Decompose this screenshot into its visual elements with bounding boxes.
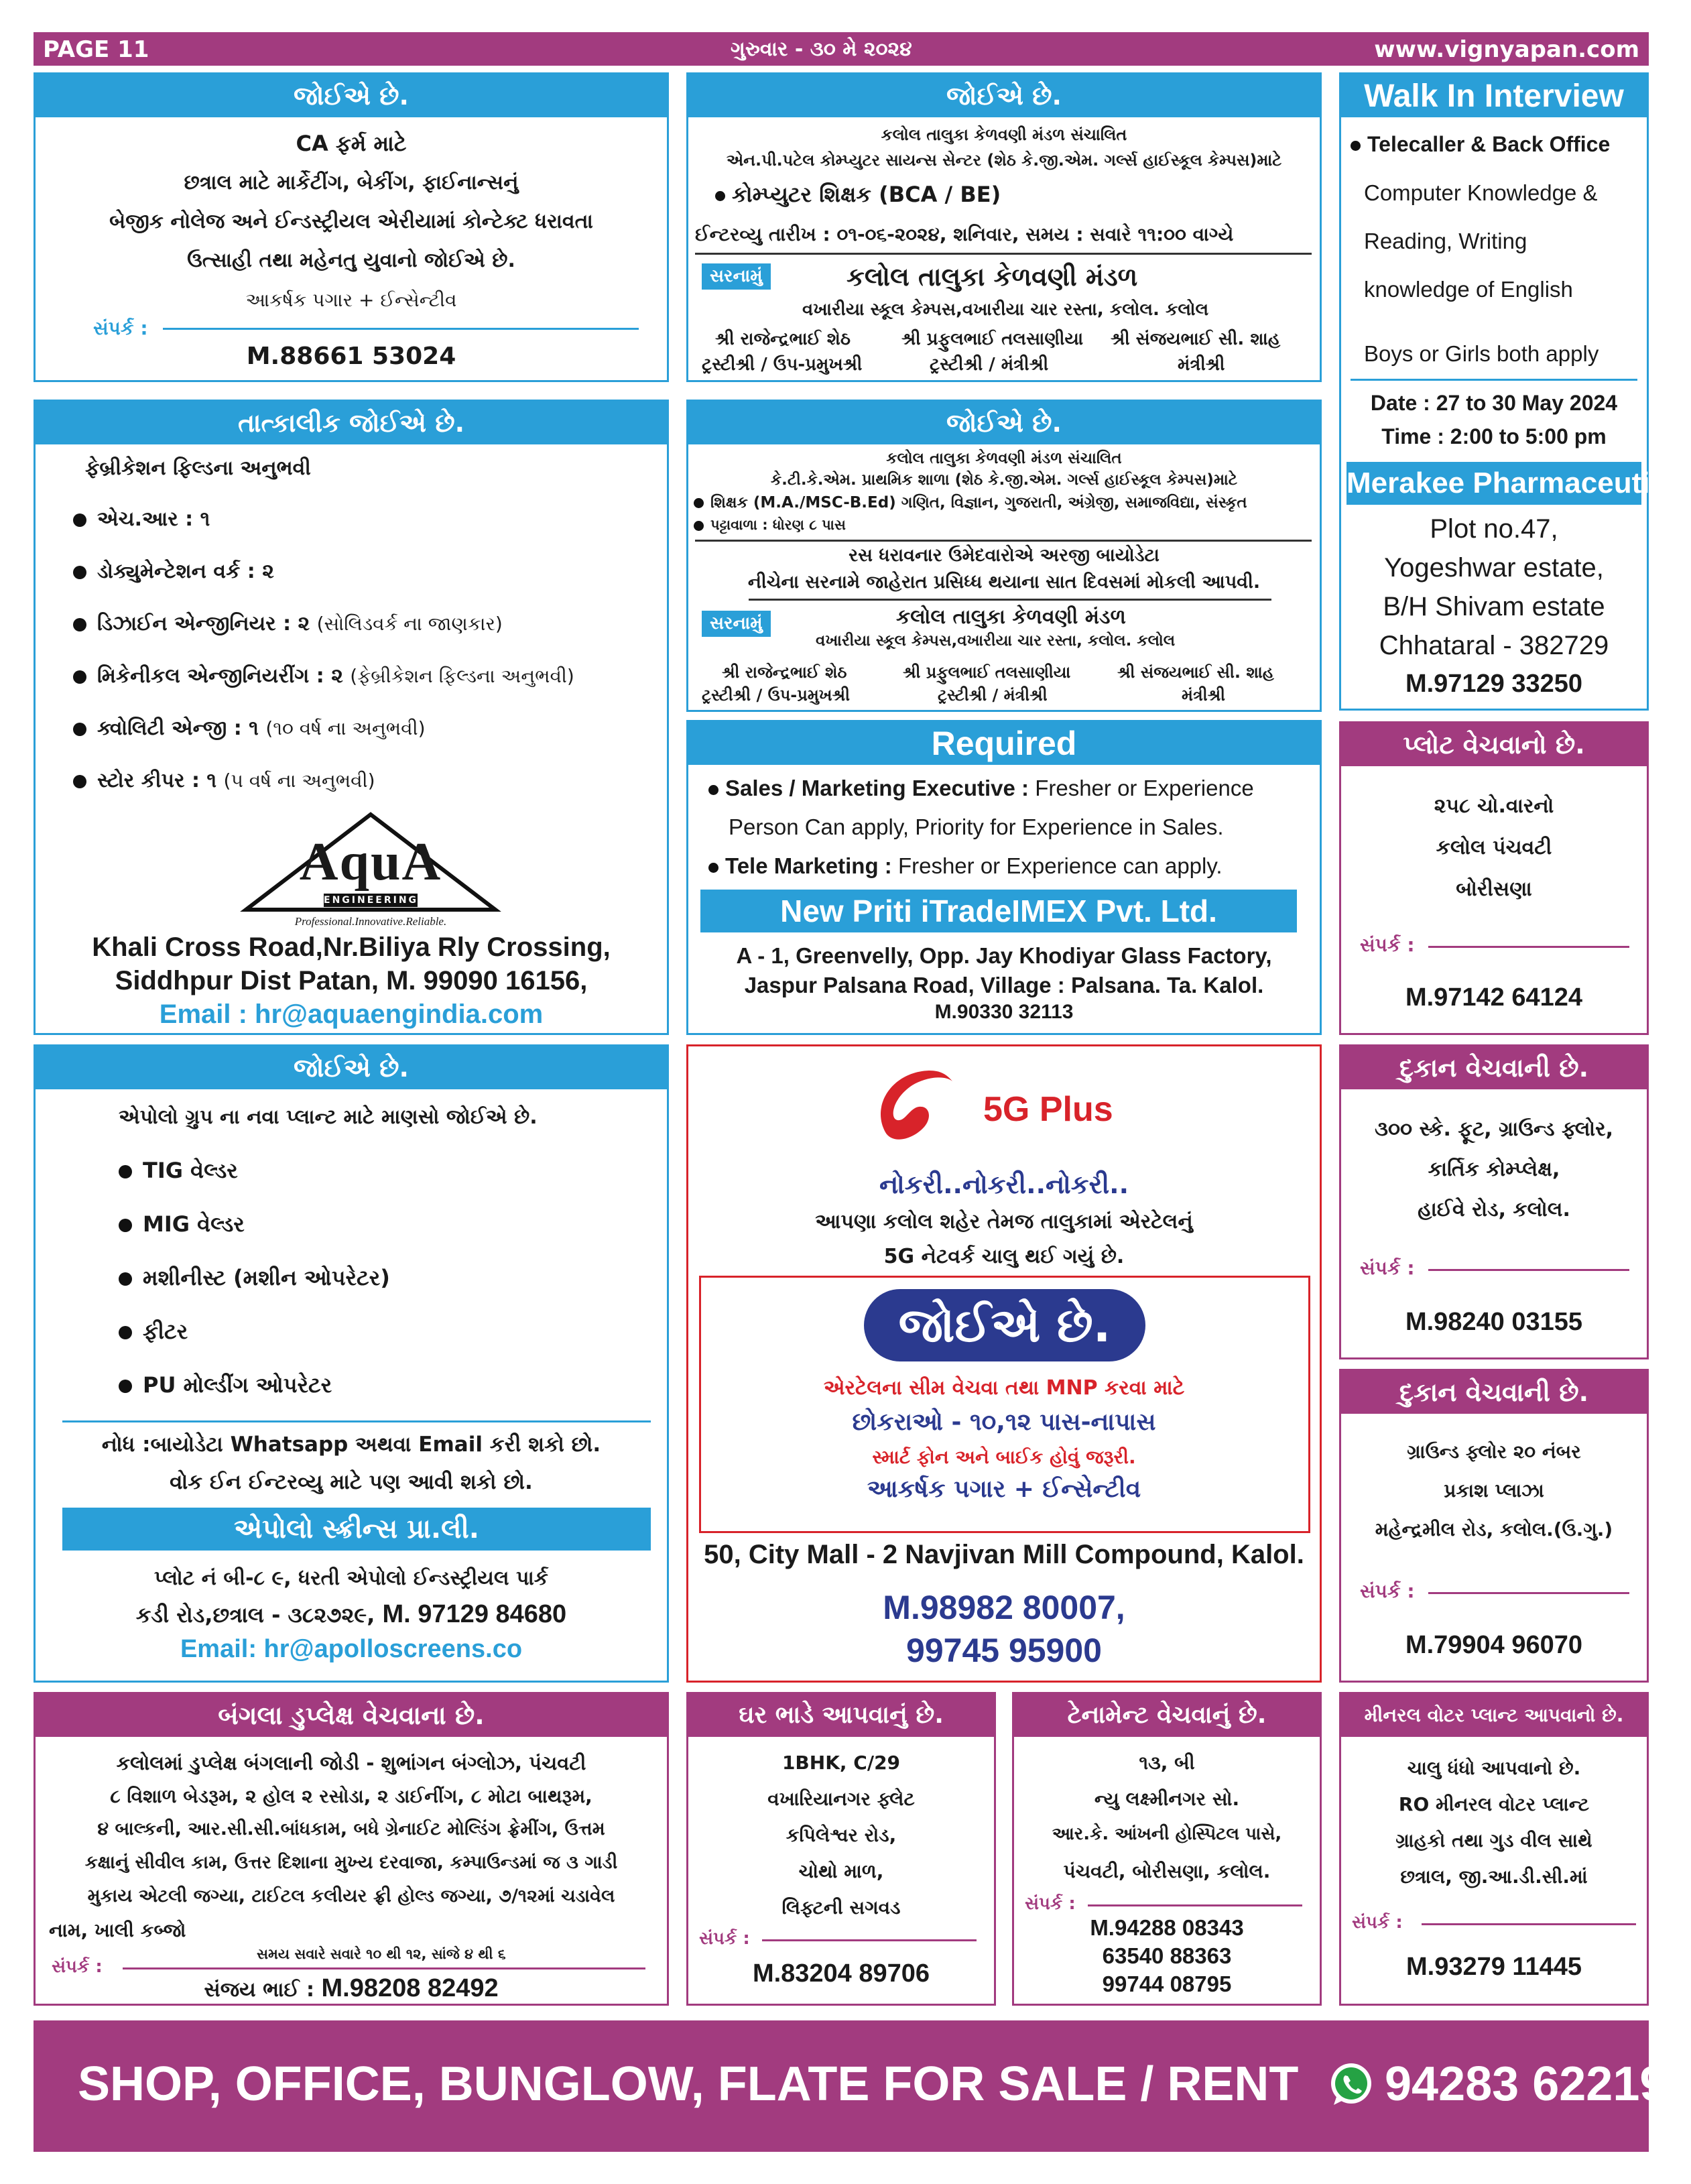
- list-item: સ્ટોર કીપર : ૧ (૫ વર્ષ ના અનુભવી): [73, 769, 375, 792]
- ad-ca-firm: [34, 72, 669, 382]
- contact-label: સંપર્ક :: [1352, 1913, 1403, 1933]
- address-line: B/H Shivam estate: [1383, 592, 1605, 621]
- ad-line: ગ્રાહકો તથા ગુડ વીલ સાથે: [1395, 1829, 1592, 1852]
- ad-line: Reading, Writing: [1364, 229, 1527, 253]
- time-line: સમય સવારે સવારે ૧૦ થી ૧૨, સાંજે ૪ થી ૬: [257, 1946, 506, 1962]
- ad-line: 1BHK, C/29: [781, 1752, 901, 1774]
- phone-number[interactable]: M.98240 03155: [1405, 1308, 1583, 1336]
- page-number: PAGE 11: [43, 36, 149, 63]
- address-line: 50, City Mall - 2 Navjivan Mill Compound, Kalol.: [704, 1540, 1304, 1569]
- person-name: શ્રી પ્રફુલભાઈ તલસાણીયા: [903, 663, 1071, 682]
- ad-mineral-water: [1339, 1692, 1649, 2006]
- ad-line: બેજીક નોલેજ અને ઈન્ડસ્ટ્રીયલ એરીયામાં કોન્ટેક્ટ ધરાવતા: [109, 210, 593, 233]
- ad-line: ન્યુ લક્ષ્મીનગર સો.: [1094, 1788, 1240, 1810]
- ad-title: જોઈએ છે.: [688, 74, 1320, 117]
- ad-line: એપોલો ગ્રુપ ના નવા પ્લાન્ટ માટે માણસો જોઈએ છે.: [119, 1105, 538, 1129]
- ad-line: મુકાય એટલી જગ્યા, ટાઈટલ કલીયર ફ્રી હોલ્ડ જગ્યા, ૭/૧૨માં ચડાવેલ: [87, 1886, 615, 1906]
- company-name: એપોલો સ્ક્રીન્સ પ્રા.લી.: [62, 1508, 651, 1551]
- ad-line: Tele Marketing : Fresher or Experience can apply.: [708, 853, 1223, 879]
- ad-title: Walk In Interview: [1341, 74, 1647, 117]
- ad-tenement-sale: [1012, 1692, 1322, 2006]
- ad-line: આપણા કલોલ શહેર તેમજ તાલુકામાં એરટેલનું: [815, 1210, 1193, 1233]
- ad-line: એરટેલના સીમ વેચવા તથા MNP કરવા માટે: [823, 1376, 1185, 1400]
- ad-shop-sale-1: [1339, 1044, 1649, 1359]
- company-name: New Priti iTradeIMEX Pvt. Ltd.: [700, 890, 1297, 932]
- ad-fabrication: [34, 400, 669, 1035]
- address-line: પ્લોટ નં બી-૮ ૯, ધરતી એપોલો ઈન્ડસ્ટ્રીયલ પાર્ક: [154, 1567, 548, 1590]
- person-role: મંત્રીશ્રી: [1182, 686, 1225, 705]
- list-item: PU મોલ્ડીંગ ઓપરેટર: [119, 1372, 332, 1398]
- interview-time: Time : 2:00 to 5:00 pm: [1381, 424, 1607, 448]
- site-url[interactable]: www.vignyapan.com: [1374, 36, 1639, 63]
- contact-label: સંપર્ક :: [93, 317, 148, 339]
- address-line: Siddhpur Dist Patan, M. 99090 16156,: [115, 966, 588, 995]
- divider: [1428, 946, 1629, 948]
- list-item: મિકેનીકલ એન્જીનિયરીંગ : ૨ (ફેબ્રીકેશન ફિલ્ડના અનુભવી): [73, 664, 574, 688]
- ad-line: આકર્ષક પગાર + ઈન્સેન્ટીવ: [245, 289, 457, 311]
- airtel-logo-icon: [865, 1065, 966, 1146]
- ad-apollo: [34, 1044, 669, 1683]
- divider: [62, 1420, 651, 1422]
- logo-text: AquA: [299, 833, 442, 892]
- ad-line: મહેન્દ્રમીલ રોડ, કલોલ.(ઉ.ગુ.): [1375, 1518, 1613, 1540]
- person-name: શ્રી રાજેન્દ્રભાઈ શેઠ: [715, 329, 851, 349]
- divider: [695, 253, 1312, 255]
- person-role: ટ્રસ્ટીશ્રી / મંત્રીશ્રી: [938, 686, 1048, 705]
- company-name: Merakee Pharmaceutical: [1346, 462, 1641, 505]
- ad-line: હાઈવે રોડ, કલોલ.: [1418, 1198, 1570, 1221]
- note-line: નોધ :બાયોડેટા Whatsapp અથવા Email કરી શકો છો.: [101, 1433, 601, 1457]
- list-item: TIG વેલ્ડર: [119, 1158, 238, 1184]
- ad-shop-sale-2: [1339, 1369, 1649, 1683]
- phone-number[interactable]: M.97142 64124: [1405, 983, 1583, 1012]
- org-name: કલોલ તાલુકા કેળવણી મંડળ: [847, 262, 1138, 292]
- contact-label: સંપર્ક :: [52, 1957, 103, 1977]
- ad-line: CA ફર્મ માટે: [296, 131, 407, 156]
- ad-title: જોઈએ છે.: [688, 402, 1320, 444]
- ad-line: Computer Knowledge &: [1364, 180, 1598, 205]
- top-bar: [34, 32, 1649, 66]
- ad-title: Required: [688, 722, 1320, 765]
- divider: [749, 599, 1271, 601]
- address-line: Chhataral - 382729: [1379, 631, 1609, 660]
- ad-line: ૪ બાલ્કની, આર.સી.સી.બાંધકામ, બધે ગ્રેનાઈટ મોલ્ડિંગ ફ્રેમીંગ, ઉત્તમ: [97, 1819, 605, 1839]
- phone-number[interactable]: 99744 08795: [1102, 1971, 1232, 1996]
- ad-line: Telecaller & Back Office: [1351, 132, 1610, 157]
- ad-line: કપિલેશ્વર રોડ,: [786, 1824, 897, 1846]
- ad-line: ૩૦૦ સ્કે. ફૂટ, ગ્રાઉન્ડ ફ્લોર,: [1374, 1117, 1614, 1141]
- person-name: શ્રી સંજયભાઈ સી. શાહ: [1111, 329, 1281, 349]
- aqua-logo: [243, 812, 498, 932]
- person-role: ટ્રસ્ટીશ્રી / મંત્રીશ્રી: [930, 355, 1049, 375]
- phone-number[interactable]: M.98982 80007,: [883, 1589, 1125, 1626]
- ad-line: છત્રાલ, જી.આ.ડી.સી.માં: [1400, 1866, 1588, 1888]
- divider: [1422, 1923, 1636, 1925]
- address-line: A - 1, Greenvelly, Opp. Jay Khodiyar Glass Factory,: [736, 943, 1272, 968]
- divider: [163, 328, 639, 330]
- ad-line: કક્ષાનું સીવીલ કામ, ઉત્તર દિશાના મુખ્ય દરવાજા, કમ્પાઉન્ડમાં જ ૩ ગાડી: [84, 1852, 618, 1873]
- logo-tagline: Professional.Innovative.Reliable.: [294, 915, 447, 928]
- person-role: ટ્રસ્ટીશ્રી / ઉપ-પ્રમુખશ્રી: [702, 686, 850, 705]
- divider: [1428, 1269, 1629, 1271]
- ad-line: સ્માર્ટ ફોન અને બાઈક હોવું જરૂરી.: [872, 1446, 1136, 1468]
- ad-line: રસ ધરાવનાર ઉમેદવારોએ અરજી બાયોડેટા: [849, 545, 1160, 566]
- ad-line: ચાલુ ધંધો આપવાનો છે.: [1407, 1757, 1581, 1779]
- ad-line: knowledge of English: [1364, 277, 1573, 302]
- address-line: Plot no.47,: [1430, 514, 1558, 544]
- ad-computer-teacher: [686, 72, 1322, 382]
- ad-walk-in-interview: [1339, 72, 1691, 711]
- ad-house-rent: [686, 1692, 996, 2006]
- phone-number[interactable]: 63540 88363: [1102, 1943, 1232, 1968]
- ad-line: Sales / Marketing Executive : Fresher or Experience: [708, 776, 1254, 801]
- logo-sub: ENGINEERING: [324, 895, 419, 906]
- ad-line: કાર્તિક કોમ્પ્લેક્ષ,: [1428, 1158, 1560, 1181]
- phone-number[interactable]: M.83204 89706: [752, 1959, 930, 1988]
- ad-title: દુકાન વેચવાની છે.: [1341, 1371, 1647, 1414]
- ad-line: વખારિયાનગર ફ્લેટ: [767, 1788, 915, 1810]
- list-item: એચ.આર : ૧: [73, 507, 210, 531]
- interview-date: Date : 27 to 30 May 2024: [1370, 391, 1618, 415]
- note-line: વોક ઈન ઈન્ટરવ્યુ માટે પણ આવી શકો છો.: [170, 1470, 533, 1494]
- ad-line: કલોલ તાલુકા કેળવણી મંડળ સંચાલિત: [881, 125, 1127, 144]
- ad-line: શિક્ષક (M.A./MSC-B.Ed) ગણિત, વિજ્ઞાન, ગુજરાતી, અંગ્રેજી, સમાજવિદ્યા, સંસ્કૃત: [694, 494, 1247, 511]
- ad-title: ટેનામેન્ટ વેચવાનું છે.: [1014, 1694, 1320, 1737]
- phone-number[interactable]: M.90330 32113: [934, 1001, 1074, 1023]
- address-tag: સરનામું: [702, 611, 771, 637]
- ad-line: આકર્ષક પગાર + ઈન્સેન્ટીવ: [867, 1475, 1141, 1503]
- contact-label: સંપર્ક :: [1025, 1894, 1076, 1914]
- ad-line: કોમ્પ્યુટર શિક્ષક (BCA / BE): [715, 182, 1001, 208]
- ad-title: તાત્કાલીક જોઈએ છે.: [36, 402, 667, 444]
- list-item: મશીનીસ્ટ (મશીન ઓપરેટર): [119, 1265, 390, 1291]
- contact-label: સંપર્ક :: [1360, 1257, 1415, 1279]
- whatsapp-icon: [1327, 2061, 1375, 2109]
- phone-number[interactable]: M.88661 53024: [246, 343, 456, 370]
- ad-title: ઘર ભાડે આપવાનું છે.: [688, 1694, 994, 1737]
- ad-title: દુકાન વેચવાની છે.: [1341, 1046, 1647, 1089]
- phone-number[interactable]: M.93279 11445: [1405, 1953, 1582, 1981]
- ad-line: કલોલમાં ડુપ્લેક્ષ બંગલાની જોડી - શુભાંગન બંગ્લોઝ, પંચવટી: [116, 1752, 586, 1774]
- ad-title: બંગલા ડુપ્લેક્ષ વેચવાના છે.: [36, 1694, 667, 1737]
- list-item: MIG વેલ્ડર: [119, 1211, 245, 1237]
- phone-number[interactable]: 99745 95900: [906, 1632, 1102, 1669]
- interview-date: ઈન્ટરવ્યુ તારીખ : ૦૧-૦૬-૨૦૨૪, શનિવાર, સમય : સવારે ૧૧:૦૦ વાગ્યે: [695, 223, 1234, 245]
- divider: [1351, 379, 1637, 381]
- list-item: ડોક્યુમેન્ટેશન વર્ક : ૨: [73, 560, 274, 583]
- ad-line: ચોથો માળ,: [798, 1860, 884, 1882]
- ad-line: એન.પી.પટેલ કોમ્પ્યુટર સાયન્સ સેન્ટર (શેઠ કે.જી.એમ. ગર્લ્સ હાઈસ્કૂલ કેમ્પસ)માટે: [726, 151, 1282, 170]
- email-link[interactable]: Email: hr@apolloscreens.co: [180, 1635, 523, 1663]
- ad-line: ૮ વિશાળ બેડરૂમ, ૨ હોલ ૨ રસોડા, ૨ ડાઈનીંગ, ૮ મોટા બાથરૂમ,: [110, 1785, 592, 1807]
- ad-required: [686, 720, 1322, 1035]
- phone-number[interactable]: M.94288 08343: [1090, 1915, 1244, 1940]
- ad-title: પ્લોટ વેચવાનો છે.: [1341, 723, 1647, 766]
- ad-line: નામ, ખાલી કબ્જો: [49, 1919, 186, 1941]
- ad-line: પ્રકાશ પ્લાઝા: [1444, 1479, 1544, 1502]
- ad-line: નીચેના સરનામે જાહેરાત પ્રસિધ્ધ થયાના સાત દિવસમાં મોકલી આપવી.: [747, 572, 1261, 593]
- ad-line: કે.ટી.કે.એમ. પ્રાથમિક શાળા (શેઠ કે.જી.એમ. ગર્લ્સ હાઈસ્કૂલ કેમ્પસ)માટે: [770, 471, 1238, 489]
- org-name: કલોલ તાલુકા કેળવણી મંડળ: [896, 605, 1126, 629]
- person-name: શ્રી સંજયભાઈ સી. શાહ: [1117, 663, 1274, 682]
- ad-line: ગ્રાઉન્ડ ફ્લોર ૨૦ નંબર: [1407, 1441, 1581, 1463]
- list-item: ફીટર: [119, 1319, 188, 1345]
- divider: [695, 540, 1312, 542]
- ad-line: RO મીનરલ વોટર પ્લાન્ટ: [1398, 1793, 1590, 1815]
- contact-label: સંપર્ક :: [1360, 1580, 1415, 1602]
- ad-line: લિફ્ટની સગવડ: [781, 1896, 901, 1919]
- ad-line: છોકરાઓ - ૧૦,૧૨ પાસ-નાપાસ: [852, 1408, 1156, 1436]
- ad-line: છત્રાલ માટે માર્કેટીંગ, બેકીંગ, ફાઈનાન્સનું: [184, 171, 519, 194]
- ad-line: Boys or Girls both apply: [1364, 341, 1599, 366]
- big-heading: જોઈએ છે.: [864, 1289, 1145, 1361]
- ad-line: Person Can apply, Priority for Experience in Sales.: [729, 814, 1224, 839]
- footer-phone[interactable]: 94283 62219: [1385, 2057, 1667, 2111]
- brand-name: 5G Plus: [983, 1090, 1113, 1129]
- divider: [762, 1939, 977, 1941]
- ad-line: નોકરી..નોકરી..નોકરી..: [879, 1170, 1129, 1199]
- ad-line: ૧૩, બી: [1139, 1752, 1195, 1774]
- contact-label: સંપર્ક :: [1360, 934, 1415, 956]
- ad-title: જોઈએ છે.: [36, 74, 667, 117]
- address-line: Khali Cross Road,Nr.Biliya Rly Crossing,: [92, 932, 611, 962]
- ad-line: ૨૫૮ ચો.વારનો: [1434, 794, 1554, 818]
- footer-text: SHOP, OFFICE, BUNGLOW, FLATE FOR SALE / RENT: [78, 2057, 1299, 2111]
- ad-bungalow-sale: [34, 1692, 669, 2006]
- list-item: ક્વોલિટી એન્જી : ૧ (૧૦ વર્ષ ના અનુભવી): [73, 717, 426, 740]
- address-line: Yogeshwar estate,: [1384, 553, 1604, 583]
- ad-line: 5G નેટવર્ક ચાલુ થઈ ગયું છે.: [883, 1245, 1125, 1268]
- phone-number[interactable]: M.98208 82492: [321, 1974, 499, 2002]
- issue-date: ગુરુવાર - ૩૦ મે ૨૦૨૪: [731, 38, 912, 61]
- ad-title: મીનરલ વોટર પ્લાન્ટ આપવાનો છે.: [1341, 1694, 1647, 1737]
- list-item: ડિઝાઈન એન્જીનિયર : ૨ (સોલિડવર્ક ના જાણકાર): [73, 612, 503, 635]
- person-name: શ્રી પ્રફુલભાઈ તલસાણીયા: [901, 329, 1084, 349]
- email-link[interactable]: Email : hr@aquaengindia.com: [159, 999, 544, 1029]
- ad-plot-sale: [1339, 721, 1649, 1035]
- ad-title: જોઈએ છે.: [36, 1046, 667, 1089]
- ad-line: ઉત્સાહી તથા મહેનતુ યુવાનો જોઈએ છે.: [187, 249, 515, 272]
- ad-primary-teacher: [686, 400, 1322, 712]
- ad-airtel: [686, 1044, 1322, 1683]
- phone-number[interactable]: M.97129 33250: [1405, 670, 1583, 698]
- address: વખારીયા સ્કૂલ કેમ્પસ,વખારીયા ચાર રસ્તા, કલોલ. કલોલ: [816, 632, 1176, 650]
- ad-line: પંચવટી, બોરીસણા, કલોલ.: [1063, 1860, 1271, 1882]
- phone-number[interactable]: M.79904 96070: [1405, 1631, 1583, 1659]
- person-role: મંત્રીશ્રી: [1178, 355, 1225, 375]
- ad-line: બોરીસણા: [1456, 877, 1532, 901]
- person-name: શ્રી રાજેન્દ્રભાઈ શેઠ: [722, 663, 847, 682]
- divider: [123, 1967, 645, 1969]
- divider: [1088, 1904, 1302, 1906]
- person-role: ટ્રસ્ટીશ્રી / ઉપ-પ્રમુખશ્રી: [702, 355, 863, 375]
- contact-label: સંપર્ક :: [699, 1929, 750, 1949]
- address: વખારીયા સ્કૂલ કેમ્પસ,વખારીયા ચાર રસ્તા, કલોલ. કલોલ: [802, 300, 1209, 320]
- ad-line: પટ્ટાવાળા : ધોરણ ૮ પાસ: [694, 517, 846, 534]
- ad-line: ફેબ્રીકેશન ફિલ્ડના અનુભવી: [85, 457, 311, 480]
- footer-banner: [34, 2020, 1667, 2152]
- ad-line: કલોલ તાલુકા કેળવણી મંડળ સંચાલિત: [886, 450, 1122, 467]
- divider: [1428, 1592, 1629, 1594]
- ad-line: આર.કે. આંખની હોસ્પિટલ પાસે,: [1052, 1824, 1282, 1844]
- ad-line: કલોલ પંચવટી: [1436, 836, 1552, 859]
- address-line: Jaspur Palsana Road, Village : Palsana. Ta. Kalol.: [744, 973, 1264, 997]
- address-line: કડી રોડ,છત્રાલ - ૩૮૨૭૨૯, M. 97129 84680: [135, 1600, 567, 1628]
- contact-line: સંજય ભાઈ : M.98208 82492: [204, 1974, 499, 2002]
- address-tag: સરનામું: [702, 263, 771, 290]
